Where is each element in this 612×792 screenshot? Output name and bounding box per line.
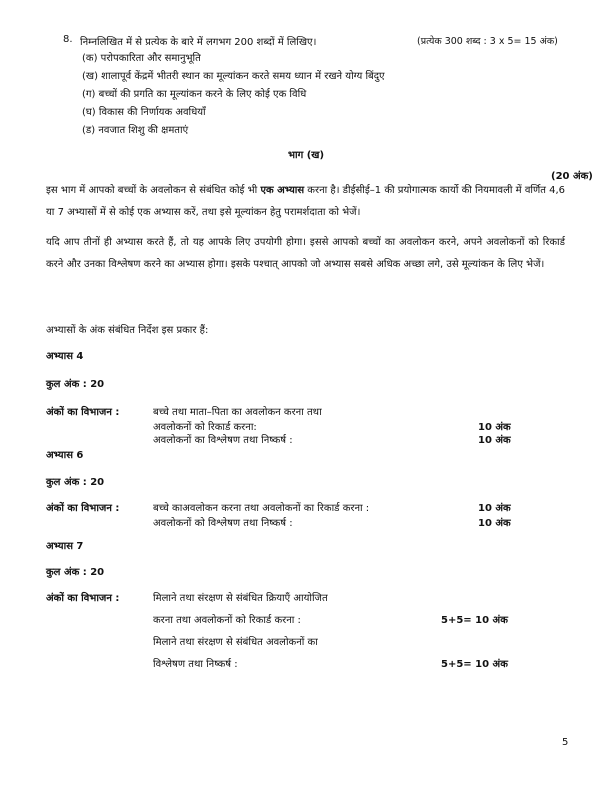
breakdown-line: मिलाने तथा संरक्षण से संबंधित क्रियाएँ आयोजित [153, 593, 328, 604]
breakdown-line: अवलोकनों को रिकार्ड करना: [153, 422, 257, 433]
question-option: (घ) विकास की निर्णायक अवधियाँ [82, 107, 206, 118]
question-marks: (प्रत्येक 300 शब्द : 3 x 5= 15 अंक) [417, 36, 558, 47]
breakdown-line: विश्लेषण तथा निष्कर्ष : [153, 659, 238, 670]
breakdown-line: अवलोकनों का विश्लेषण तथा निष्कर्ष : [153, 435, 293, 446]
breakdown-marks: 10 अंक [478, 422, 511, 433]
breakdown-marks: 10 अंक [478, 503, 511, 514]
total-marks: कुल अंक : 20 [46, 477, 105, 488]
breakdown-line: अवलोकनों को विश्लेषण तथा निष्कर्ष : [153, 518, 293, 529]
breakdown-marks: 5+5= 10 अंक [441, 659, 508, 670]
breakdown-label: अंकों का विभाजन : [46, 503, 120, 514]
question-option: (ग) बच्चों की प्रगति का मूल्यांकन करने के लिए कोई एक विधि [82, 89, 307, 100]
paragraph-text: इस भाग में आपको बच्चों के अवलोकन से संबंधित कोई भी [46, 185, 261, 196]
total-marks: कुल अंक : 20 [46, 567, 105, 578]
exercise-title: अभ्यास 6 [46, 450, 84, 461]
total-marks: कुल अंक : 20 [46, 379, 105, 390]
breakdown-line: बच्चे काअवलोकन करना तथा अवलोकनों का रिकार्ड करना : [153, 503, 370, 514]
breakdown-line: करना तथा अवलोकनों को रिकार्ड करना : [153, 615, 301, 626]
section-title: भाग (ख) [287, 150, 325, 161]
question-option: (क) परोपकारिता और समानुभूति [82, 53, 201, 64]
paragraph-text: करना है। डीईसीई–1 की प्रयोगात्मक कार्यो की नियमावली में वर्णित 4,6 या 7 अभ्यासों में से कोई एक अभ्यास करें, तथा इसे मूल्यांकन हेतु परामर्शदाता को भेजें। [46, 185, 565, 218]
breakdown-label: अंकों का विभाजन : [46, 593, 120, 604]
question-option: (ड) नवजात शिशु की क्षमताएं [82, 125, 189, 136]
question-option: (ख) शालापूर्व केंद्रमें भीतरी स्थान का मूल्यांकन करते समय ध्यान में रखने योग्य बिंदुए [82, 71, 385, 82]
breakdown-line: मिलाने तथा संरक्षण से संबंधित अवलोकनों का [153, 637, 318, 648]
marks-intro: अभ्यासों के अंक संबंधित निर्देश इस प्रकार हैं: [46, 325, 209, 336]
breakdown-marks: 5+5= 10 अंक [441, 615, 508, 626]
breakdown-line: बच्चे तथा माता–पिता का अवलोकन करना तथा [153, 407, 322, 418]
exercise-title: अभ्यास 4 [46, 351, 84, 362]
breakdown-marks: 10 अंक [478, 435, 511, 446]
breakdown-marks: 10 अंक [478, 518, 511, 529]
page-number: 5 [562, 737, 569, 748]
section-marks: (20 अंक) [551, 171, 593, 182]
breakdown-label: अंकों का विभाजन : [46, 407, 120, 418]
question-text: निम्नलिखित में से प्रत्येक के बारे में लगभग 200 शब्दों में लिखिए। [80, 37, 317, 48]
instruction-paragraph [46, 180, 565, 224]
question-number: 8. [63, 34, 73, 45]
exercise-title: अभ्यास 7 [46, 541, 84, 552]
paragraph-emphasis: एक अभ्यास [260, 185, 305, 196]
instruction-paragraph: यदि आप तीनों ही अभ्यास करते हैं, तो यह आपके लिए उपयोगी होगा। इससे आपको बच्चों का अवलोकन करने, अपने अवलोकनों को रिकार्ड करने और उनका विश्लेषण करने का अभ्यास होगा। इसके पश्चात् आपको जो अभ्यास सबसे अधिक अच्छा लगे, उसे मूल्यांकन के लिए भेजें। [46, 237, 565, 270]
